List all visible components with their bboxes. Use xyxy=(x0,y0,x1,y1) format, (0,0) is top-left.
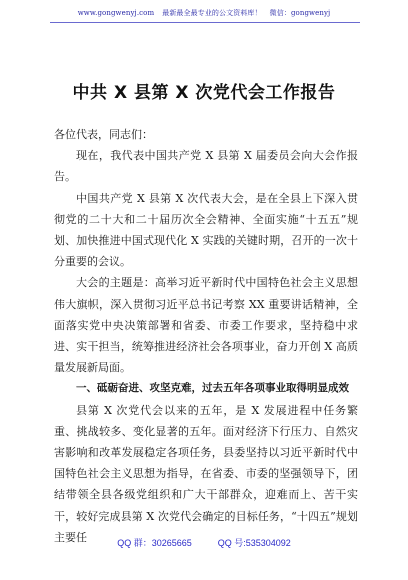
body-paragraph: 大会的主题是：高举习近平新时代中国特色社会主义思想伟大旗帜，深入贯彻习近平总书记考察 XX 重要讲话精神，全面落实党中央决策部署和省委、市委工作要求，坚持稳中求进、实干担当，统筹推进经济社会各项事业，奋力开创 X 高质量发展新局面。 xyxy=(54,276,358,375)
document-body xyxy=(54,124,358,548)
section-paragraph: 县第 X 次党代会以来的五年，是 X 发展进程中任务繁重、挑战较多、变化显著的五年。面对经济下行压力、自然灾害影响和改革发展稳定各项任务，县委坚持以习近平新时代中国特色社会主义思想为指导，在省委、市委的坚强领导下，团结带领全县各级党组织和广大干部群众，迎难而上、苦干实干，较好完成县第 X 次党代会确定的目标任务，“十四五”规划主要任 xyxy=(54,403,358,544)
salutation: 各位代表，同志们： xyxy=(54,128,153,141)
header-divider xyxy=(50,22,360,23)
site-link[interactable]: www.gongwenyj.com xyxy=(77,9,155,17)
document-title: 中共 X 县第 X 次党代会工作报告 xyxy=(72,83,336,103)
site-tagline: 最新最全最专业的公文资料库！ xyxy=(162,9,262,17)
body-paragraph: 中国共产党 X 县第 X 次代表大会，是在全县上下深入贯彻党的二十大和二十届历次全会精神、全面实施“十五五”规划、加快推进中国式现代化 X 实践的关键时期，召开的一次十分重要的会议。 xyxy=(54,191,358,269)
body-paragraph: 现在，我代表中国共产党 X 县第 X 届委员会向大会作报告。 xyxy=(54,149,358,184)
qq-number: QQ 号:535304092 xyxy=(217,538,291,548)
page-header xyxy=(0,8,408,18)
wechat-id: 微信：gongwenyj xyxy=(269,9,331,17)
section-heading: 一、砥砺奋进、攻坚克难，过去五年各项事业取得明显成效 xyxy=(76,382,349,395)
qq-group: QQ 群：30265665 xyxy=(117,538,192,548)
page-footer xyxy=(0,536,408,549)
